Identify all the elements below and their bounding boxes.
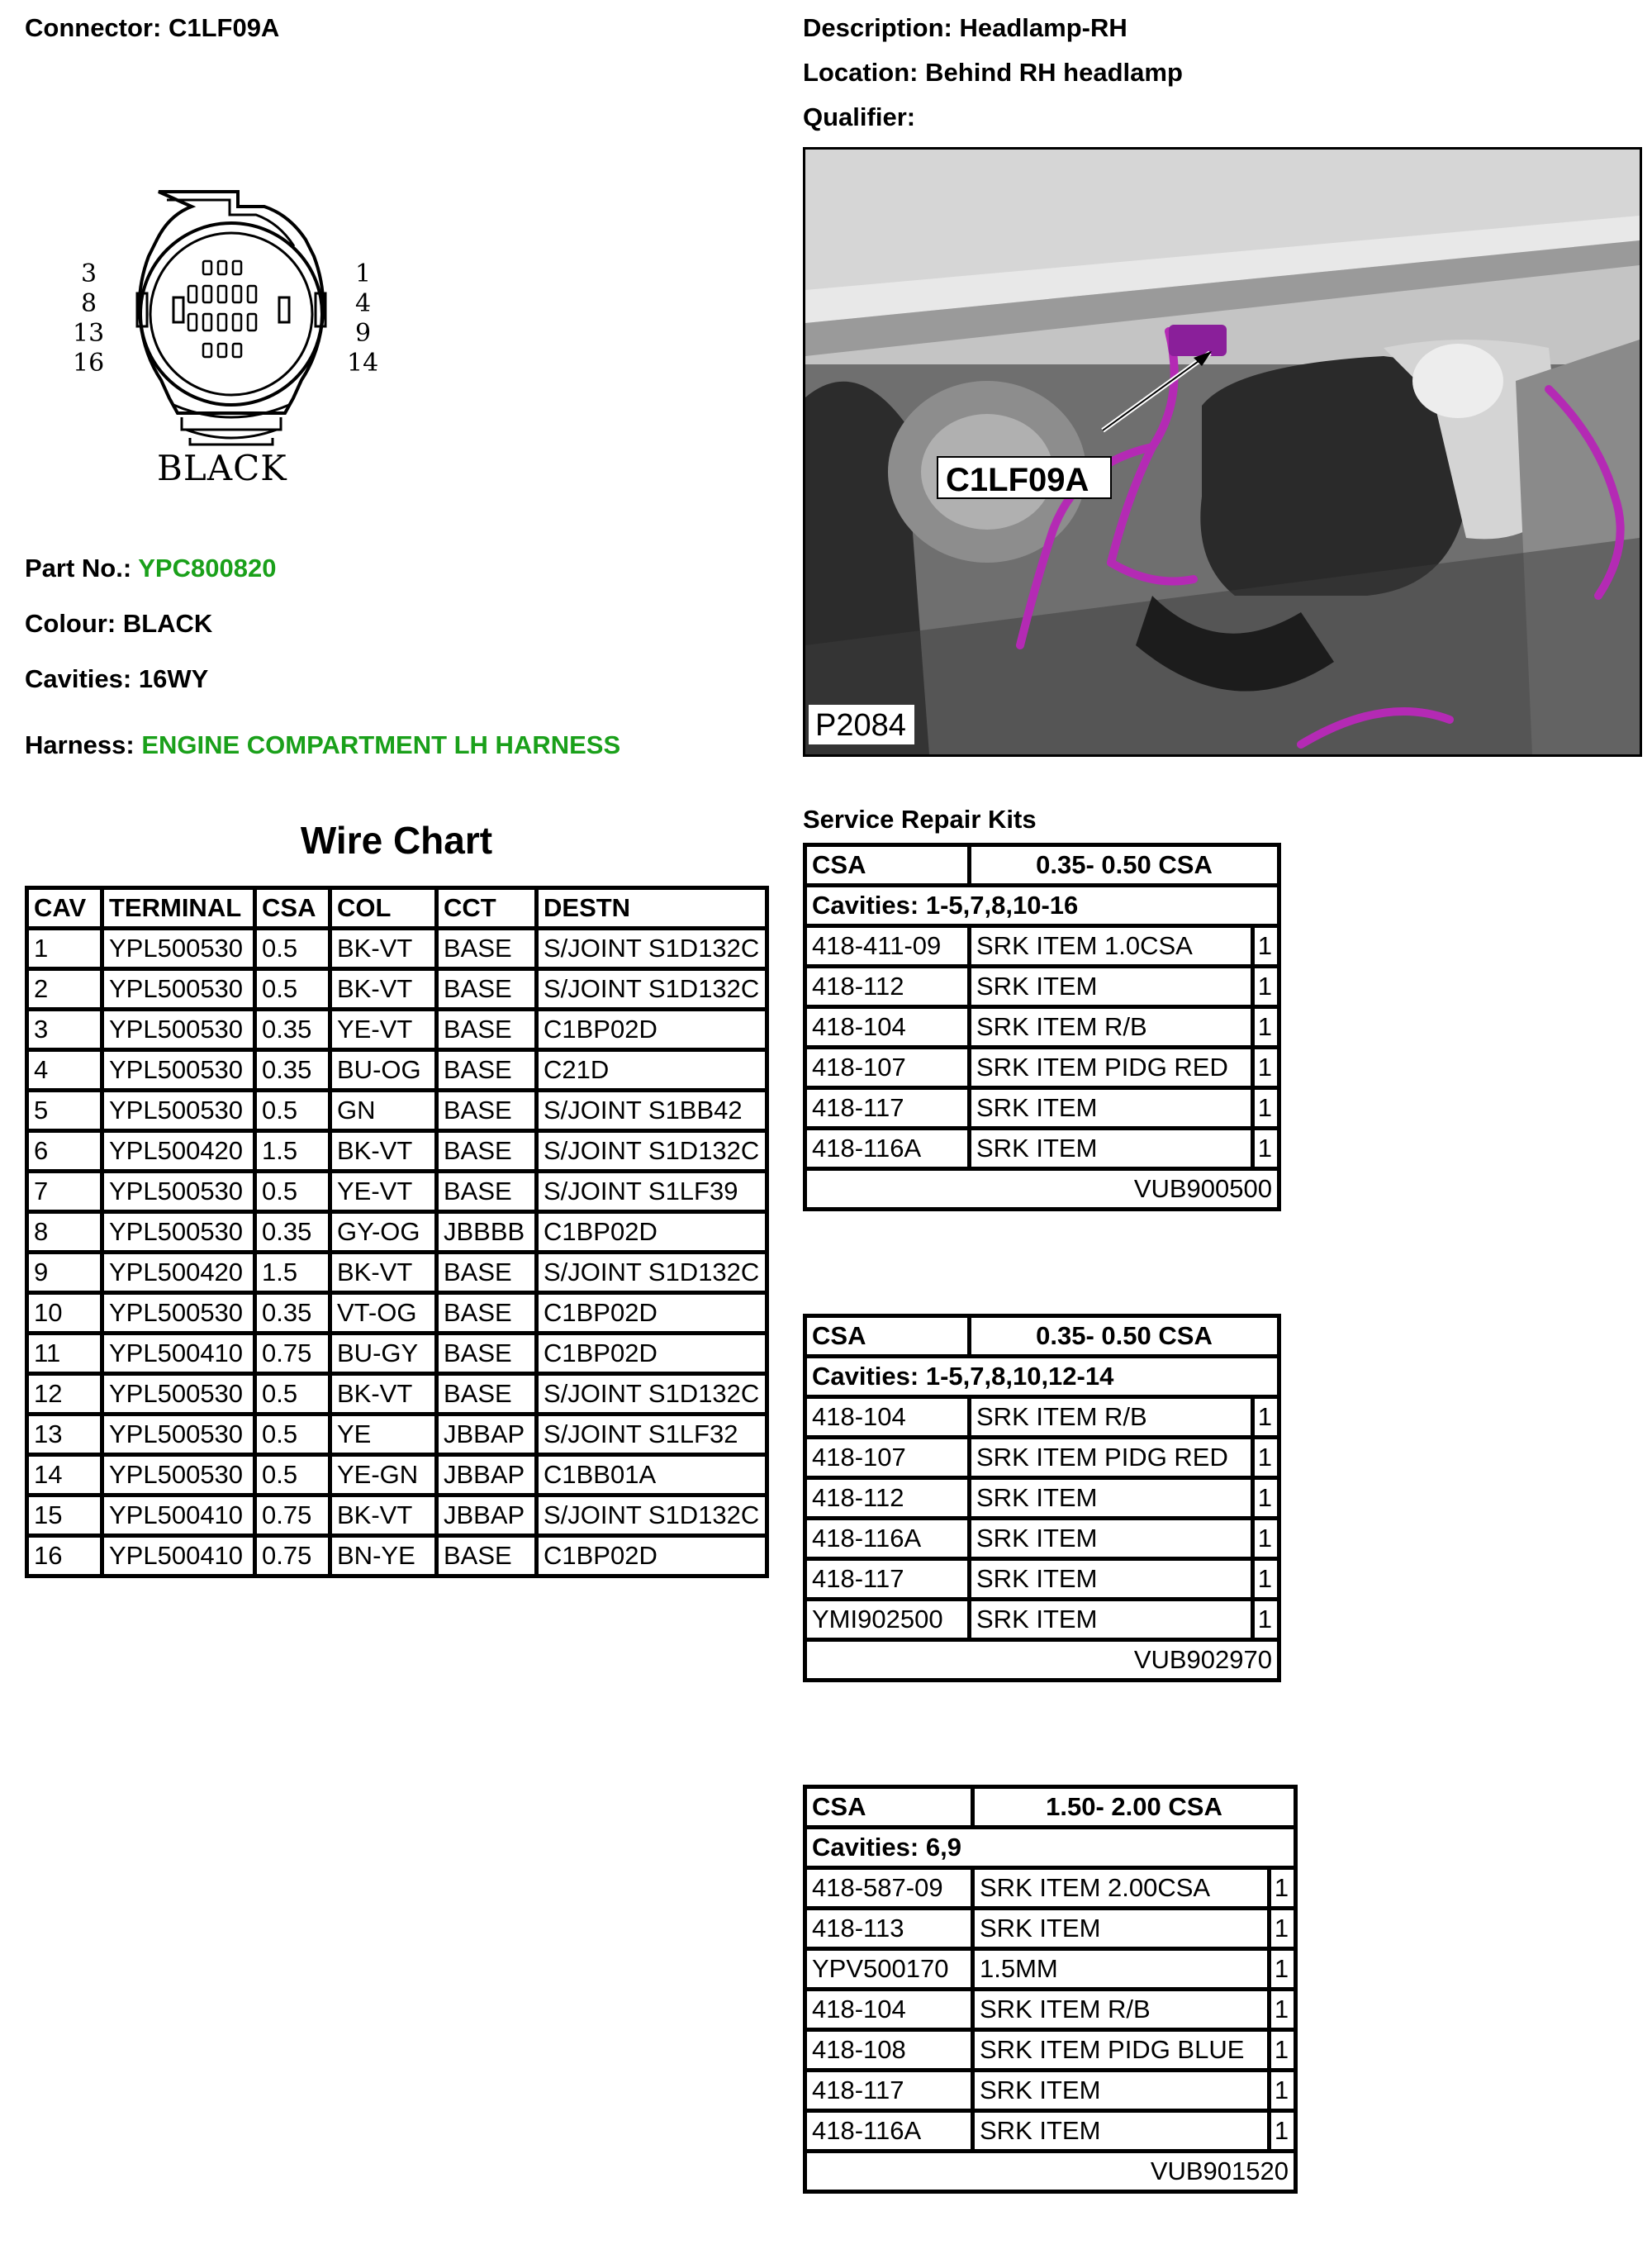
kit-header-row <box>805 1787 1296 1828</box>
kit-item-part: 418-117 <box>805 1559 970 1600</box>
kit-item-row <box>805 1088 1279 1129</box>
cell-col: BK-VT <box>330 1496 437 1536</box>
cell-col: BK-VT <box>330 929 437 969</box>
cell-cct: BASE <box>437 1050 537 1091</box>
cell-csa: 0.5 <box>255 1455 330 1496</box>
qualifier-line <box>803 102 915 132</box>
kit-item-qty: 1 <box>1269 1990 1295 2030</box>
kit-cavities: Cavities: 1-5,7,8,10,12-14 <box>805 1357 1279 1397</box>
kit-item-part: 418-104 <box>805 1990 973 2030</box>
photo-callout: C1LF09A <box>946 462 1089 498</box>
table-row <box>27 1050 767 1091</box>
colour-value: BLACK <box>122 609 213 638</box>
kit-item-description: SRK ITEM <box>973 1909 1270 1949</box>
cell-cct: BASE <box>437 1334 537 1374</box>
part-label: Part No.: <box>25 554 132 583</box>
kit-cavities-row <box>805 886 1279 926</box>
cell-terminal: YPL500530 <box>102 1172 255 1212</box>
kit-item-part: 418-108 <box>805 2030 973 2071</box>
kit-item-row <box>805 1949 1296 1990</box>
wire-chart-table <box>25 886 769 1578</box>
qualifier-label: Qualifier: <box>803 102 916 131</box>
kit-code-row <box>805 1169 1279 1210</box>
cell-destn: C21D <box>537 1050 767 1091</box>
cell-cct: JBBBB <box>437 1212 537 1253</box>
kit-item-qty: 1 <box>1269 1949 1295 1990</box>
cell-terminal: YPL500530 <box>102 969 255 1010</box>
cell-destn: S/JOINT S1BB42 <box>537 1091 767 1131</box>
kit-item-part: 418-104 <box>805 1397 970 1438</box>
table-row <box>27 1415 767 1455</box>
cell-destn: C1BP02D <box>537 1293 767 1334</box>
cell-destn: S/JOINT S1LF39 <box>537 1172 767 1212</box>
cell-destn: C1BP02D <box>537 1212 767 1253</box>
cell-cav: 15 <box>27 1496 102 1536</box>
cell-csa: 0.75 <box>255 1496 330 1536</box>
cell-terminal: YPL500420 <box>102 1253 255 1293</box>
cell-cct: JBBAP <box>437 1415 537 1455</box>
cell-cct: BASE <box>437 1172 537 1212</box>
cell-csa: 0.35 <box>255 1212 330 1253</box>
pin-label-right-1: 1 <box>355 259 372 288</box>
kit-cavities: Cavities: 1-5,7,8,10-16 <box>805 886 1279 926</box>
kit-item-row <box>805 2071 1296 2111</box>
kit-item-part: 418-411-09 <box>805 926 970 967</box>
kit-csa-value: 1.50- 2.00 CSA <box>973 1787 1296 1828</box>
col-header-cct: CCT <box>437 888 537 929</box>
cell-terminal: YPL500530 <box>102 929 255 969</box>
description-label: Description: <box>803 13 952 42</box>
kit-item-description: SRK ITEM <box>973 2111 1270 2152</box>
cell-csa: 0.75 <box>255 1334 330 1374</box>
cell-destn: S/JOINT S1D132C <box>537 1374 767 1415</box>
cavities-line <box>25 664 208 694</box>
kit-item-description: SRK ITEM <box>970 1559 1253 1600</box>
kit-item-description: SRK ITEM PIDG BLUE <box>973 2030 1270 2071</box>
kit-item-row <box>805 1990 1296 2030</box>
pin-label-right-2: 4 <box>355 289 372 318</box>
description-line <box>803 13 1127 43</box>
kit-csa-value: 0.35- 0.50 CSA <box>970 845 1279 886</box>
kit-header-row <box>805 845 1279 886</box>
cell-destn: C1BP02D <box>537 1010 767 1050</box>
cell-cav: 7 <box>27 1172 102 1212</box>
cell-col: GN <box>330 1091 437 1131</box>
cell-col: BK-VT <box>330 1374 437 1415</box>
kit-item-part: 418-117 <box>805 1088 970 1129</box>
kit-csa-value: 0.35- 0.50 CSA <box>970 1316 1279 1357</box>
harness-value: ENGINE COMPARTMENT LH HARNESS <box>141 730 621 759</box>
photo-code: P2084 <box>815 708 906 743</box>
colour-line <box>25 609 212 639</box>
cavities-value: 16WY <box>138 664 209 693</box>
kit-csa-label: CSA <box>805 1787 973 1828</box>
cell-cct: BASE <box>437 929 537 969</box>
cell-cav: 5 <box>27 1091 102 1131</box>
cell-destn: S/JOINT S1LF32 <box>537 1415 767 1455</box>
location-photo <box>803 147 1642 757</box>
kit-item-part: 418-117 <box>805 2071 973 2111</box>
cell-col: BU-OG <box>330 1050 437 1091</box>
kit-item-qty: 1 <box>1269 2111 1295 2152</box>
wire-chart-title: Wire Chart <box>300 819 493 862</box>
kit-code-row <box>805 2152 1296 2192</box>
cell-destn: S/JOINT S1D132C <box>537 969 767 1010</box>
kit-csa-label: CSA <box>805 845 970 886</box>
kit-item-row <box>805 1600 1279 1640</box>
kit-item-row <box>805 1007 1279 1048</box>
connector-diagram <box>66 182 396 512</box>
cell-cct: BASE <box>437 1131 537 1172</box>
kit-item-part: 418-107 <box>805 1438 970 1478</box>
cell-col: YE-VT <box>330 1172 437 1212</box>
cell-cct: BASE <box>437 1010 537 1050</box>
table-row <box>27 1010 767 1050</box>
table-row <box>27 1253 767 1293</box>
pin-label-left-2: 8 <box>81 289 97 318</box>
cell-col: YE-VT <box>330 1010 437 1050</box>
kit-item-part: YPV500170 <box>805 1949 973 1990</box>
cell-terminal: YPL500410 <box>102 1334 255 1374</box>
kit-header-row <box>805 1316 1279 1357</box>
cell-col: BK-VT <box>330 1253 437 1293</box>
kit-code-row <box>805 1640 1279 1681</box>
col-header-cav: CAV <box>27 888 102 929</box>
kit-item-qty: 1 <box>1252 1438 1279 1478</box>
cell-cct: BASE <box>437 1374 537 1415</box>
cell-destn: C1BP02D <box>537 1334 767 1374</box>
cell-terminal: YPL500530 <box>102 1374 255 1415</box>
cell-destn: C1BB01A <box>537 1455 767 1496</box>
kit-item-qty: 1 <box>1252 1088 1279 1129</box>
kit-item-description: SRK ITEM R/B <box>973 1990 1270 2030</box>
cell-col: BK-VT <box>330 1131 437 1172</box>
table-row <box>27 1172 767 1212</box>
cell-cav: 2 <box>27 969 102 1010</box>
cell-csa: 0.5 <box>255 1374 330 1415</box>
cell-csa: 0.35 <box>255 1050 330 1091</box>
kit-item-row <box>805 2030 1296 2071</box>
cell-terminal: YPL500530 <box>102 1050 255 1091</box>
kit-item-row <box>805 1519 1279 1559</box>
kit-item-part: YMI902500 <box>805 1600 970 1640</box>
cell-destn: S/JOINT S1D132C <box>537 1496 767 1536</box>
table-row <box>27 1455 767 1496</box>
kit-item-part: 418-112 <box>805 1478 970 1519</box>
kit-item-row <box>805 1048 1279 1088</box>
kit-item-row <box>805 1559 1279 1600</box>
cell-csa: 0.35 <box>255 1293 330 1334</box>
kit-item-part: 418-113 <box>805 1909 973 1949</box>
cell-col: YE <box>330 1415 437 1455</box>
cell-csa: 0.5 <box>255 1091 330 1131</box>
kit-item-description: SRK ITEM <box>970 1519 1253 1559</box>
kit-code: VUB900500 <box>805 1169 1279 1210</box>
cell-col: BN-YE <box>330 1536 437 1576</box>
cell-csa: 1.5 <box>255 1131 330 1172</box>
pin-label-left-1: 3 <box>81 259 97 288</box>
kit-item-row <box>805 1397 1279 1438</box>
kit-item-part: 418-112 <box>805 967 970 1007</box>
kit-item-description: SRK ITEM <box>970 1478 1253 1519</box>
kit-item-part: 418-587-09 <box>805 1868 973 1909</box>
kit-item-qty: 1 <box>1269 1909 1295 1949</box>
table-row <box>27 1212 767 1253</box>
kit-item-part: 418-116A <box>805 1519 970 1559</box>
kit-code: VUB902970 <box>805 1640 1279 1681</box>
cell-csa: 0.5 <box>255 1415 330 1455</box>
part-line <box>25 554 276 583</box>
kit-item-row <box>805 967 1279 1007</box>
cell-terminal: YPL500530 <box>102 1212 255 1253</box>
kit-item-qty: 1 <box>1269 2071 1295 2111</box>
kit-item-row <box>805 1438 1279 1478</box>
pin-label-left-3: 13 <box>73 319 105 348</box>
description-value: Headlamp-RH <box>959 13 1127 42</box>
kit-table <box>803 1314 1281 1682</box>
col-header-col: COL <box>330 888 437 929</box>
pin-label-left-4: 16 <box>73 349 105 378</box>
cell-col: GY-OG <box>330 1212 437 1253</box>
cell-csa: 0.35 <box>255 1010 330 1050</box>
harness-label: Harness: <box>25 730 135 759</box>
kit-item-description: SRK ITEM 1.0CSA <box>970 926 1253 967</box>
kit-item-qty: 1 <box>1252 1519 1279 1559</box>
cell-destn: S/JOINT S1D132C <box>537 1253 767 1293</box>
cell-cct: BASE <box>437 1536 537 1576</box>
cell-col: YE-GN <box>330 1455 437 1496</box>
cell-col: BU-GY <box>330 1334 437 1374</box>
cell-cav: 8 <box>27 1212 102 1253</box>
connector-line <box>25 13 279 43</box>
kit-csa-label: CSA <box>805 1316 970 1357</box>
cell-csa: 0.5 <box>255 969 330 1010</box>
cell-cav: 13 <box>27 1415 102 1455</box>
kit-item-part: 418-107 <box>805 1048 970 1088</box>
col-header-csa: CSA <box>255 888 330 929</box>
kit-item-qty: 1 <box>1252 926 1279 967</box>
kit-item-qty: 1 <box>1252 1559 1279 1600</box>
kit-item-row <box>805 1478 1279 1519</box>
connector-label: Connector: <box>25 13 162 42</box>
kit-item-qty: 1 <box>1269 2030 1295 2071</box>
cell-cav: 4 <box>27 1050 102 1091</box>
table-row <box>27 1091 767 1131</box>
cell-terminal: YPL500530 <box>102 1091 255 1131</box>
location-value: Behind RH headlamp <box>925 58 1183 87</box>
cell-cav: 9 <box>27 1253 102 1293</box>
kit-table <box>803 1785 1298 2194</box>
kit-item-description: SRK ITEM R/B <box>970 1007 1253 1048</box>
cell-destn: C1BP02D <box>537 1536 767 1576</box>
location-label: Location: <box>803 58 919 87</box>
kit-item-qty: 1 <box>1252 1397 1279 1438</box>
connector-color-text: BLACK <box>157 448 287 488</box>
cell-cav: 1 <box>27 929 102 969</box>
table-row <box>27 1131 767 1172</box>
kit-item-qty: 1 <box>1252 1007 1279 1048</box>
kit-item-qty: 1 <box>1252 1048 1279 1088</box>
location-line <box>803 58 1183 88</box>
cell-terminal: YPL500530 <box>102 1455 255 1496</box>
kit-item-description: 1.5MM <box>973 1949 1270 1990</box>
kit-item-description: SRK ITEM 2.00CSA <box>973 1868 1270 1909</box>
table-row <box>27 1496 767 1536</box>
kit-item-qty: 1 <box>1252 1129 1279 1169</box>
cell-cct: BASE <box>437 1253 537 1293</box>
col-header-terminal: TERMINAL <box>102 888 255 929</box>
cell-cct: JBBAP <box>437 1455 537 1496</box>
cell-cav: 12 <box>27 1374 102 1415</box>
kit-item-qty: 1 <box>1252 1478 1279 1519</box>
pin-label-right-3: 9 <box>355 319 372 348</box>
kit-table <box>803 843 1281 1211</box>
col-header-destn: DESTN <box>537 888 767 929</box>
table-row <box>27 1536 767 1576</box>
cell-terminal: YPL500420 <box>102 1131 255 1172</box>
cell-csa: 0.75 <box>255 1536 330 1576</box>
cell-cct: JBBAP <box>437 1496 537 1536</box>
kit-item-description: SRK ITEM <box>970 1088 1253 1129</box>
kit-item-qty: 1 <box>1269 1868 1295 1909</box>
kit-item-qty: 1 <box>1252 967 1279 1007</box>
table-row <box>27 1293 767 1334</box>
cell-csa: 0.5 <box>255 1172 330 1212</box>
kit-item-part: 418-116A <box>805 2111 973 2152</box>
pin-label-right-4: 14 <box>347 349 379 378</box>
colour-label: Colour: <box>25 609 116 638</box>
kit-item-description: SRK ITEM <box>970 1600 1253 1640</box>
table-row <box>27 1334 767 1374</box>
cell-terminal: YPL500410 <box>102 1496 255 1536</box>
cell-cct: BASE <box>437 1293 537 1334</box>
kit-item-description: SRK ITEM <box>970 967 1253 1007</box>
cell-cav: 16 <box>27 1536 102 1576</box>
service-repair-kits-title: Service Repair Kits <box>803 805 1037 834</box>
cell-csa: 1.5 <box>255 1253 330 1293</box>
kit-cavities: Cavities: 6,9 <box>805 1828 1296 1868</box>
cell-cct: BASE <box>437 969 537 1010</box>
cell-cav: 10 <box>27 1293 102 1334</box>
cavities-label: Cavities: <box>25 664 132 693</box>
cell-terminal: YPL500410 <box>102 1536 255 1576</box>
cell-terminal: YPL500530 <box>102 1293 255 1334</box>
table-row <box>27 969 767 1010</box>
kit-item-part: 418-116A <box>805 1129 970 1169</box>
wire-chart-header-row <box>27 888 767 929</box>
cell-terminal: YPL500530 <box>102 1010 255 1050</box>
cell-cct: BASE <box>437 1091 537 1131</box>
cell-col: BK-VT <box>330 969 437 1010</box>
kit-item-qty: 1 <box>1252 1600 1279 1640</box>
kit-item-description: SRK ITEM PIDG RED <box>970 1438 1253 1478</box>
kit-item-description: SRK ITEM PIDG RED <box>970 1048 1253 1088</box>
kit-item-row <box>805 2111 1296 2152</box>
kit-item-description: SRK ITEM <box>973 2071 1270 2111</box>
engine-bay-photo-icon <box>805 150 1640 754</box>
kit-item-description: SRK ITEM <box>970 1129 1253 1169</box>
cell-cav: 14 <box>27 1455 102 1496</box>
cell-col: VT-OG <box>330 1293 437 1334</box>
kit-item-row <box>805 926 1279 967</box>
cell-cav: 6 <box>27 1131 102 1172</box>
kit-cavities-row <box>805 1828 1296 1868</box>
cell-cav: 3 <box>27 1010 102 1050</box>
kit-item-description: SRK ITEM R/B <box>970 1397 1253 1438</box>
cell-destn: S/JOINT S1D132C <box>537 929 767 969</box>
kit-item-row <box>805 1129 1279 1169</box>
harness-line <box>25 730 620 760</box>
connector-value: C1LF09A <box>168 13 280 42</box>
kit-code: VUB901520 <box>805 2152 1296 2192</box>
part-value: YPC800820 <box>138 554 277 583</box>
cell-csa: 0.5 <box>255 929 330 969</box>
cell-cav: 11 <box>27 1334 102 1374</box>
kit-item-row <box>805 1909 1296 1949</box>
table-row <box>27 1374 767 1415</box>
kit-cavities-row <box>805 1357 1279 1397</box>
cell-terminal: YPL500530 <box>102 1415 255 1455</box>
kit-item-part: 418-104 <box>805 1007 970 1048</box>
cell-destn: S/JOINT S1D132C <box>537 1131 767 1172</box>
table-row <box>27 929 767 969</box>
kit-item-row <box>805 1868 1296 1909</box>
